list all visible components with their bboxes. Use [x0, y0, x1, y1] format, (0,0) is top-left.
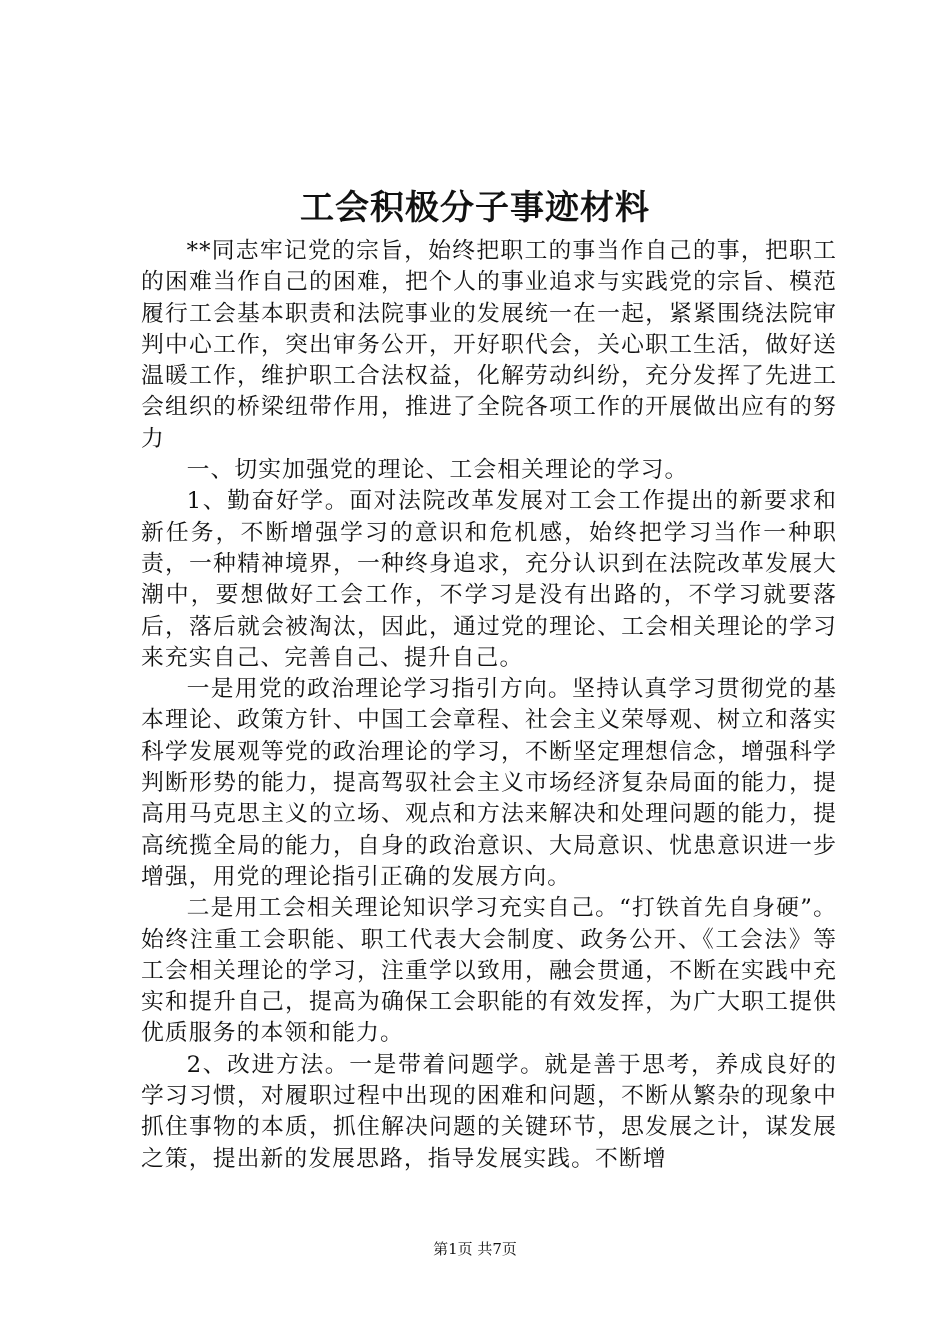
document-body	[141, 236, 837, 1175]
section-heading-1: 一、切实加强党的理论、工会相关理论的学习。	[186, 457, 689, 484]
paragraph-union-theory: 二是用工会相关理论知识学习充实自己。“打铁首先自身硬”。始终注重工会职能、职工代表大会制度、政务公开、《工会法》等工会相关理论的学习，注重学以致用，融会贯通，不断在实践中充实和提升自己，提高为确保工会职能的有效发挥，为广大职工提供优质服务的本领和能力。	[141, 895, 837, 1047]
paragraph-political-theory: 一是用党的政治理论学习指引方向。坚持认真学习贯彻党的基本理论、政策方针、中国工会章程、社会主义荣辱观、树立和落实科学发展观等党的政治理论的学习，不断坚定理想信念，增强科学判断形势的能力，提高驾驭社会主义市场经济复杂局面的能力，提高用马克思主义的立场、观点和方法来解决和处理问题的能力，提高统揽全局的能力，自身的政治意识、大局意识、忧患意识进一步增强，用党的理论指引正确的发展方向。	[141, 676, 837, 890]
paragraph-intro: **同志牢记党的宗旨，始终把职工的事当作自己的事，把职工的困难当作自己的困难，把个人的事业追求与实践党的宗旨、模范履行工会基本职责和法院事业的发展统一在一起，紧紧围绕法院审判中心工作，突出审务公开，开好职代会，关心职工生活，做好送温暖工作，维护职工合法权益，化解劳动纠纷，充分发挥了先进工会组织的桥梁纽带作用，推进了全院各项工作的开展做出应有的努力	[141, 238, 837, 452]
paragraph-diligent-study: 1、勤奋好学。面对法院改革发展对工会工作提出的新要求和新任务，不断增强学习的意识和危机感，始终把学习当作一种职责，一种精神境界，一种终身追求，充分认识到在法院改革发展大潮中，要想做好工会工作，不学习是没有出路的，不学习就要落后，落后就会被淘汰，因此，通过党的理论、工会相关理论的学习来充实自己、完善自己、提升自己。	[141, 488, 837, 671]
paragraph-improve-methods: 2、改进方法。一是带着问题学。就是善于思考，养成良好的学习习惯，对履职过程中出现的困难和问题，不断从繁杂的现象中抓住事物的本质，抓住解决问题的关键环节，思发展之计，谋发展之策，提出新的发展思路，指导发展实践。不断增	[141, 1051, 837, 1172]
page-number: 第1页 共7页	[433, 1240, 517, 1258]
document-title: 工会积极分子事迹材料	[300, 188, 650, 228]
